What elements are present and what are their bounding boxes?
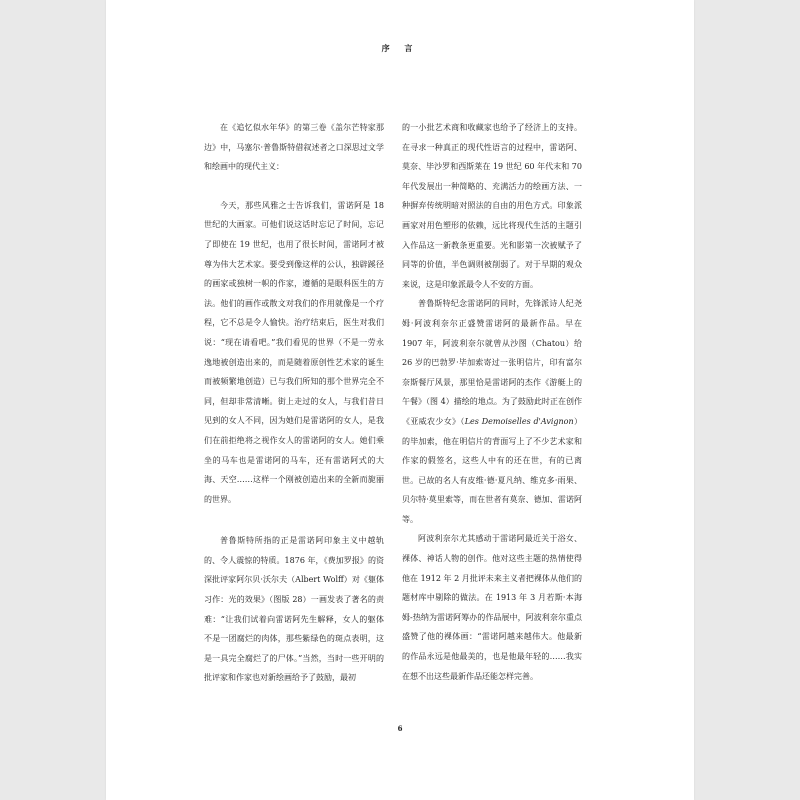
quote-text: 今天，那些风雅之士告诉我们，雷诺阿是 18 世纪的大画家。可他们说这话时忘记了时间，忘记了即使在 19 世纪，也用了很长时间，雷诺阿才被尊为伟大艺术家。要受到像这样的公认，独辟蹊径的画家或独树一帜的作家，遵循的是眼科医生的方法。他们的画作或散文对我们的作用就像是一个疗程，它不总是令人愉快。治疗结束后，医生对我们说：“现在请看吧。”我们看见的世界（不是一劳永逸地被创造出来的，而是随着原创性艺术家的诞生而被频繁地创造）已与我们所知的那个世界完全不同，但却非常清晰。街上走过的女人，与我们昔日见到的女人不同，因为她们是雷诺阿的女人，是我们在前拒绝将之视作女人的雷诺阿的女人。她们乘坐的马车也是雷诺阿的马车，还有雷诺阿式的大海、天空……这样一个刚被创造出来的全新而旎丽的世界。: [204, 200, 384, 504]
paragraph-text: ）的毕加索，他在明信片的背面写上了不少艺术家和作家的假签名，这些人中有的还在世，有的已离世。已故的名人有皮维·德·夏凡纳、维克多·雨果、贝尔特·莫里索等，而在世者有莫奈、德加、雷诺阿等。: [402, 416, 582, 524]
body-paragraph: 阿波利奈尔尤其感动于雷诺阿最近关于浴女、裸体、神话人物的创作。他对这些主题的热情使得他在 1912 年 2 月批评未来主义者把裸体从他们的题材库中剔除的做法。在 1913 年 3 月若斯·本海姆-热纳为雷诺阿筹办的作品展中，阿波利奈尔重点盛赞了他的裸体画：“雷诺阿越来越伟大。他最新的作品永远是他最美的，也是他最年轻的……我实在想不出这些最新作品还能怎样完善。: [402, 534, 582, 681]
paragraph-text: 普鲁斯特纪念雷诺阿的同时，先锋派诗人纪尧姆·阿波利奈尔正盛赞雷诺阿的最新作品。早在 1907 年，阿波利奈尔就曾从沙图（Chatou）给 26 岁的巴勃罗·毕加索寄过一张明信片，印有富尔奈斯餐厅风景，那里恰是雷诺阿的杰作《游艇上的午餐》（图 4）描绘的地点。为了鼓励此时正在创作《亚威农少女》（: [402, 299, 582, 426]
body-paragraph: [402, 294, 582, 529]
continued-paragraph: 的一小批艺术商和收藏家也给予了经济上的支持。在寻求一种真正的现代性语言的过程中，雷诺阿、莫奈、毕沙罗和西斯莱在 19 世纪 60 年代末和 70 年代发展出一种简略的、充满活力的绘画方法、一种摒弃传统明暗对照法的自由的用色方式。印象派画家对用色塑形的依赖，远比将现代生活的主题引入作品这一新教条更重要。光和影第一次被赋予了同等的价值，半色调则被削弱了。对于早期的观众来说，这是印象派最令人不安的方面。: [402, 123, 582, 289]
body-paragraph: 普鲁斯特所指的正是雷诺阿印象主义中越轨的、令人震惊的特质。1876 年，《费加罗报》的资深批评家阿尔贝·沃尔夫（Albert Wolff）对《躯体习作：光的效果》（图版 28）一画发表了著名的责难：“让我们试着向雷诺阿先生解释，女人的躯体不是一团腐烂的肉体，那些紫绿色的斑点表明，这是一具完全腐烂了的尸体。”当然，当时一些开明的批评家和作家也对新绘画给予了鼓励，最初: [204, 536, 384, 683]
page-number: 6: [397, 724, 403, 733]
right-column: [402, 118, 582, 686]
artwork-title: Les Demoiselles d'Avignon: [464, 416, 574, 426]
running-head: 序 言: [381, 43, 419, 53]
book-page: [106, 0, 694, 800]
block-quote: [204, 196, 384, 510]
intro-paragraph: 在《追忆似水年华》的第三卷《盖尔芒特家那边》中，马塞尔·普鲁斯特借叙述者之口深思过文学和绘画中的现代主义：: [204, 123, 384, 172]
left-column: [204, 118, 384, 688]
